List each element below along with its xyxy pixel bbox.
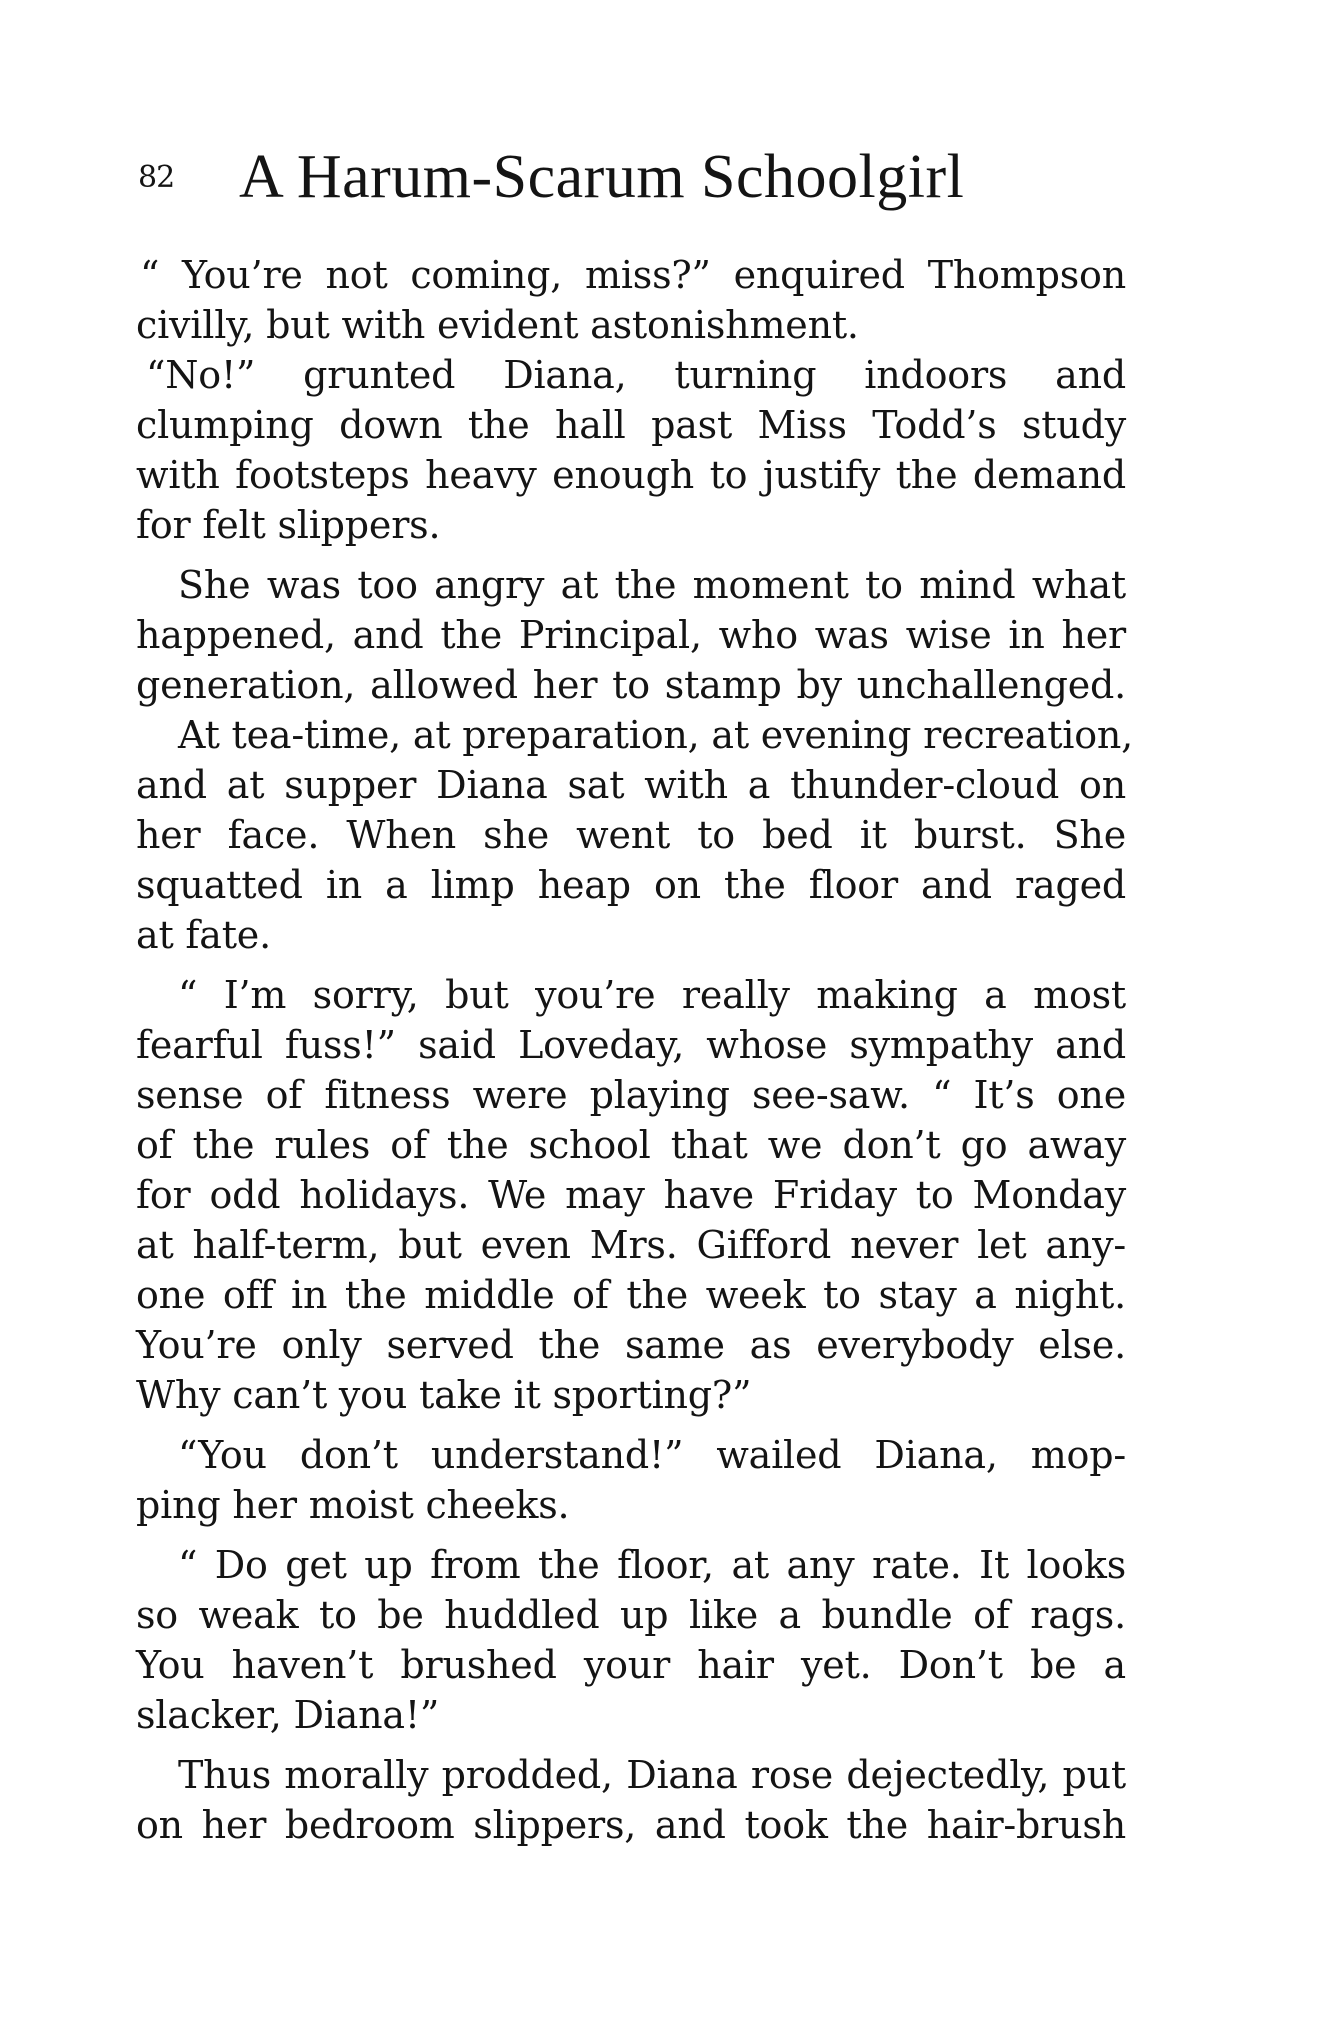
text-line: At tea-time, at preparation, at evening recreation, <box>178 713 1134 757</box>
text-line: at half-term, but even Mrs. Gifford never let any- <box>136 1223 1126 1267</box>
text-line: with footsteps heavy enough to justify the demand <box>136 453 1126 497</box>
text-line: squatted in a limp heap on the floor and raged <box>136 863 1126 907</box>
text-line: She was too angry at the moment to mind what <box>178 563 1126 607</box>
text-line: ping her moist cheeks. <box>136 1483 570 1527</box>
text-line: Thus morally prodded, Diana rose dejectedly, put <box>178 1753 1126 1797</box>
text-line: for odd holidays. We may have Friday to Monday <box>136 1173 1126 1217</box>
text-line: sense of fitness were playing see-saw. “ It’s one <box>136 1073 1126 1117</box>
text-line: of the rules of the school that we don’t go away <box>136 1123 1126 1167</box>
text-line: “No!” grunted Diana, turning indoors and <box>146 353 1126 397</box>
text-line: clumping down the hall past Miss Todd’s study <box>136 403 1126 447</box>
text-line: “ You’re not coming, miss?” enquired Thompson <box>140 253 1126 297</box>
text-line: her face. When she went to bed it burst. She <box>136 813 1126 857</box>
text-line: “You don’t understand!” wailed Diana, mop- <box>178 1433 1126 1477</box>
text-line: generation, allowed her to stamp by unchallenged. <box>136 663 1126 707</box>
text-line: at fate. <box>136 913 271 957</box>
text-line: fearful fuss!” said Loveday, whose sympathy and <box>136 1023 1126 1067</box>
page-header <box>138 142 1138 212</box>
text-line: slacker, Diana!” <box>136 1693 440 1737</box>
text-line: “ Do get up from the floor, at any rate. It looks <box>178 1543 1126 1587</box>
text-line: civilly, but with evident astonishment. <box>136 303 859 347</box>
text-line: so weak to be huddled up like a bundle of rags. <box>136 1593 1126 1637</box>
text-line: for felt slippers. <box>136 503 441 547</box>
text-line: Why can’t you take it sporting?” <box>136 1373 752 1417</box>
text-line: “ I’m sorry, but you’re really making a most <box>178 973 1126 1017</box>
text-line: You haven’t brushed your hair yet. Don’t be a <box>136 1643 1126 1687</box>
text-line: happened, and the Principal, who was wise in her <box>136 613 1126 657</box>
text-line: and at supper Diana sat with a thunder-cloud on <box>136 763 1126 807</box>
text-line: on her bedroom slippers, and took the hair-brush <box>136 1803 1126 1847</box>
text-line: You’re only served the same as everybody else. <box>136 1323 1126 1367</box>
text-line: one off in the middle of the week to stay a night. <box>136 1273 1126 1317</box>
page-number: 82 <box>138 160 175 195</box>
running-title: A Harum-Scarum Schoolgirl <box>239 143 965 211</box>
